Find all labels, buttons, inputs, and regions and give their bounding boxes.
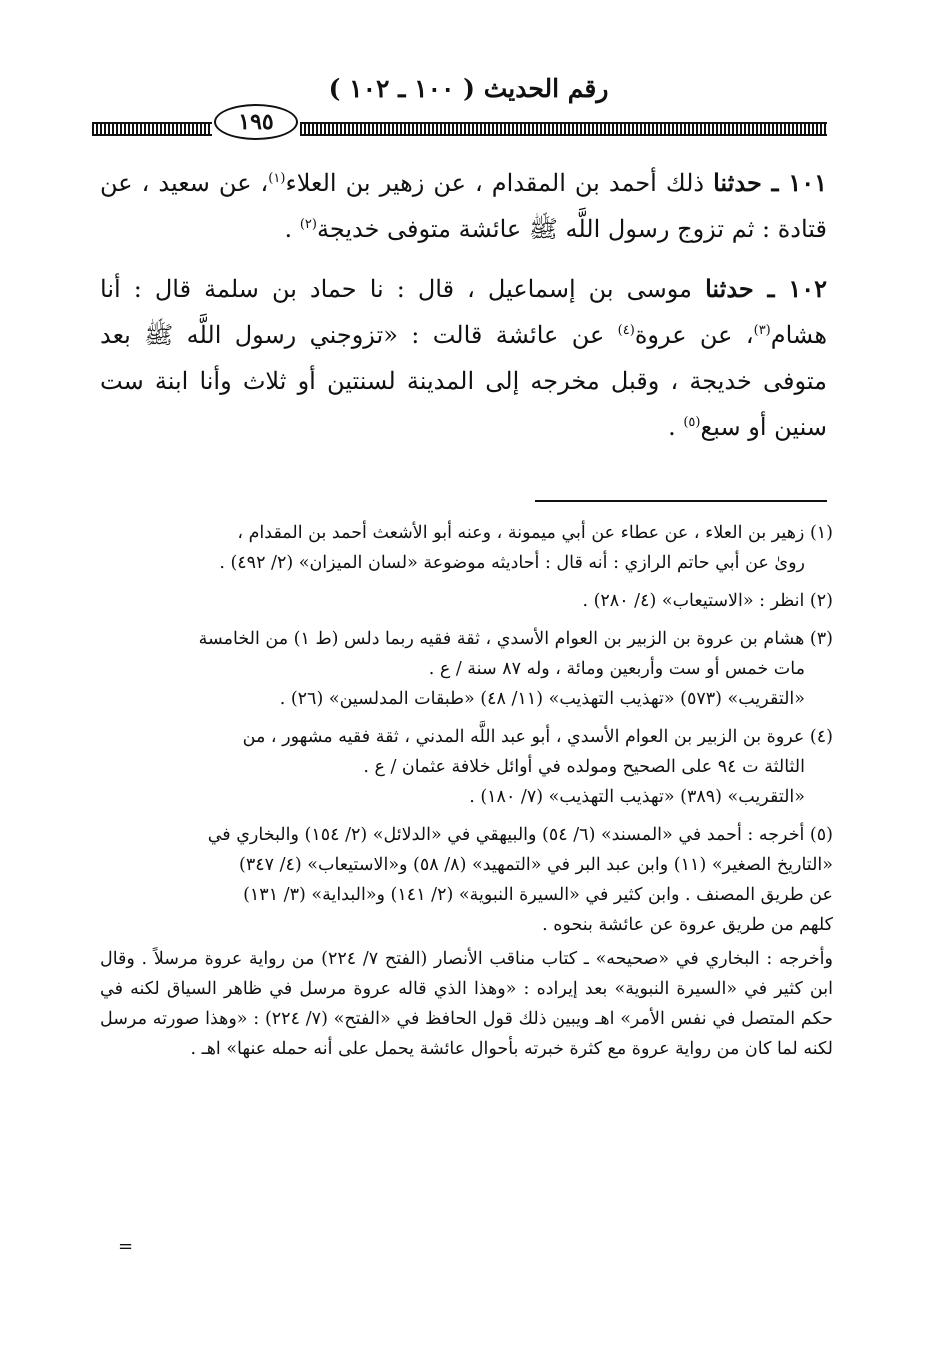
footnote-4 bbox=[100, 722, 833, 812]
hadith-number: ١٠١ ـ حدثنا bbox=[713, 168, 827, 197]
footnote-line: «التاريخ الصغير» (١١) وابن عبد البر في «التمهيد» (٨/ ٥٨) و«الاستيعاب» (٤/ ٣٤٧) bbox=[239, 855, 833, 875]
hadith-number: ١٠٢ ـ حدثنا bbox=[705, 274, 827, 303]
footnote-line: روىٰ عن أبي حاتم الرازي : أنه قال : أحاديثه موضوعة «لسان الميزان» (٢/ ٤٩٢) . bbox=[219, 553, 805, 573]
page-number-badge: ١٩٥ bbox=[214, 104, 298, 140]
footnote-line: عن طريق المصنف . وابن كثير في «السيرة النبوية» (٢/ ١٤١) و«البداية» (٣/ ١٣١) bbox=[243, 885, 833, 905]
main-text bbox=[100, 160, 827, 464]
footnote-line: (١) زهير بن العلاء ، عن عطاء عن أبي ميمونة ، وعنه أبو الأشعث أحمد بن المقدام ، bbox=[237, 523, 833, 543]
hadith-text: موسى بن إسماعيل ، قال : نا حماد بن سلمة قال : أنا هشام bbox=[100, 275, 827, 349]
footnotes bbox=[100, 518, 833, 1072]
footnote-line: مات خمس أو ست وأربعين ومائة ، وله ٨٧ سنة / ع . bbox=[428, 659, 805, 679]
footnote-separator bbox=[535, 500, 827, 502]
hadith-text: ، عن سعيد ، عن قتادة : ثم تزوج رسول اللَّه ﷺ عائشة متوفى خديجة bbox=[100, 169, 827, 243]
footnote-2 bbox=[100, 586, 833, 616]
hadith-102 bbox=[100, 266, 827, 450]
hadith-text: ، عن عروة bbox=[634, 321, 754, 349]
footnote-5 bbox=[100, 820, 833, 1064]
continuation-mark: = bbox=[118, 1236, 134, 1257]
header-rule-right bbox=[300, 122, 827, 136]
hadith-101 bbox=[100, 160, 827, 252]
hadith-text: . bbox=[668, 413, 684, 441]
footnote-ref[interactable]: (٣) bbox=[753, 323, 771, 338]
footnote-ref[interactable]: (١) bbox=[268, 171, 286, 186]
footnote-line: (٢) انظر : «الاستيعاب» (٤/ ٢٨٠) . bbox=[582, 591, 833, 611]
footnote-line: «التقريب» (٣٨٩) «تهذيب التهذيب» (٧/ ١٨٠) . bbox=[469, 787, 805, 807]
footnote-3 bbox=[100, 624, 833, 714]
footnote-line: (٥) أخرجه : أحمد في «المسند» (٦/ ٥٤) والبيهقي في «الدلائل» (٢/ ١٥٤) والبخاري في bbox=[207, 825, 833, 845]
footnote-line: كلهم من طريق عروة عن عائشة بنحوه . bbox=[542, 915, 833, 935]
footnote-line: (٤) عروة بن الزبير بن العوام الأسدي ، أبو عبد اللَّه المدني ، ثقة فقيه مشهور ، من bbox=[242, 727, 833, 747]
header-rule-left bbox=[92, 122, 212, 136]
footnote-ref[interactable]: (٥) bbox=[683, 415, 701, 430]
footnote-paragraph: وأخرجه : البخاري في «صحيحه» ـ كتاب مناقب الأنصار (الفتح ٧/ ٢٢٤) من رواية عروة مرسلاً . وقال ابن كثير في «السيرة النبوية» بعد إيراده : «وهذا الذي قاله عروة مرسل في ظاهر السياق لكنه في حكم المتصل في نفس الأمر» اهـ ويبين ذلك قول الحافظ في «الفتح» (٧/ ٢٢٤) : «وهذا صورته مرسل لكنه لما كان من رواية عروة مع كثرة خبرته بأحوال عائشة يحمل على أنه حمله عنها» اهـ . bbox=[100, 949, 833, 1059]
page-header-title: رقم الحديث ( ١٠٠ ـ ١٠٢ ) bbox=[328, 74, 609, 103]
footnote-1 bbox=[100, 518, 833, 578]
footnote-line: (٣) هشام بن عروة بن الزبير بن العوام الأسدي ، ثقة فقيه ربما دلس (ط ١) من الخامسة bbox=[198, 629, 833, 649]
footnote-line: «التقريب» (٥٧٣) «تهذيب التهذيب» (١١/ ٤٨) «طبقات المدلسين» (٢٦) . bbox=[279, 689, 805, 709]
footnote-ref[interactable]: (٤) bbox=[617, 323, 635, 338]
hadith-text: ذلك أحمد بن المقدام ، عن زهير بن العلاء bbox=[285, 169, 714, 197]
footnote-line: الثالثة ت ٩٤ على الصحيح ومولده في أوائل خلافة عثمان / ع . bbox=[363, 757, 805, 777]
hadith-text: عن عائشة قالت : «تزوجني رسول اللَّه ﷺ بعد متوفى خديجة ، وقبل مخرجه إلى المدينة لسنتين أو ثلاث وأنا ابنة ست سنين أو سبع bbox=[100, 321, 827, 441]
hadith-text: . bbox=[284, 215, 300, 243]
footnote-ref[interactable]: (٢) bbox=[299, 217, 317, 232]
